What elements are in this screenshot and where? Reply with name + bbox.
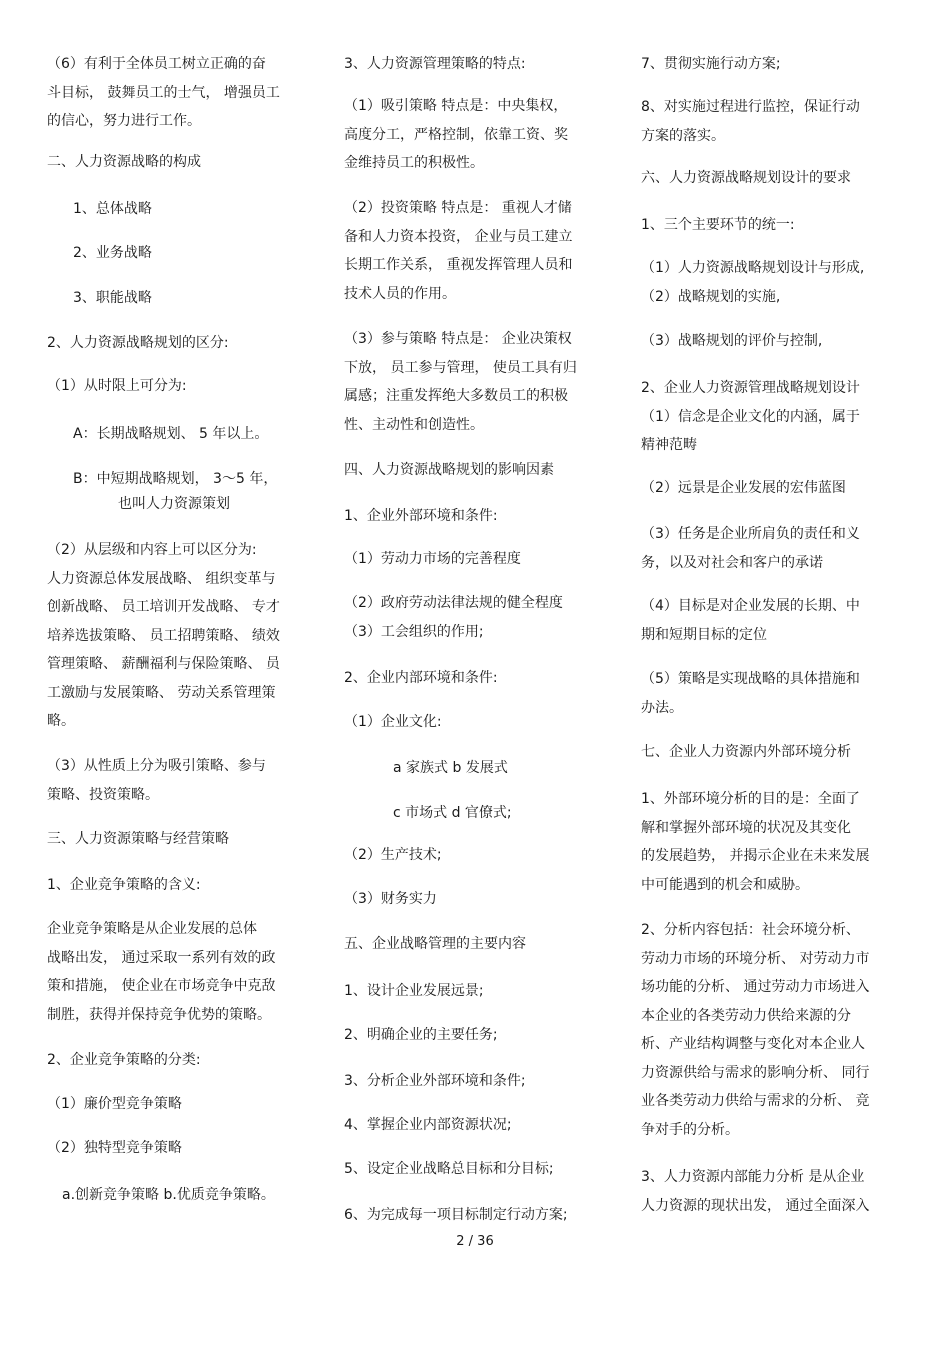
paragraph-col2 xyxy=(344,545,521,574)
text-line: 析、产业结构调整与变化对本企业人 xyxy=(641,1036,865,1052)
text-line: 斗目标， 鼓舞员工的士气， 增强员工 xyxy=(47,84,280,101)
paragraph-col1 xyxy=(47,825,229,854)
text-line: （2）政府劳动法律法规的健全程度 xyxy=(344,595,563,611)
paragraph-col1 xyxy=(47,915,275,1029)
text-line: 也叫人力资源策划 xyxy=(118,496,230,512)
paragraph-col1 xyxy=(47,1090,182,1119)
paragraph-col1 xyxy=(47,372,187,401)
text-line: 创新战略、 员工培训开发战略、 专才 xyxy=(47,599,280,615)
paragraph-col2 xyxy=(344,1067,526,1096)
text-line: 策和措施， 使企业在市场竞争中克敌 xyxy=(47,978,276,994)
text-line: 中可能遇到的机会和威胁。 xyxy=(641,876,809,893)
paragraph-col1 xyxy=(47,871,201,900)
text-line: （2）从层级和内容上可以区分为: xyxy=(47,542,257,558)
text-line: 属感；注重发挥绝大多数员工的积极 xyxy=(344,388,568,404)
paragraph-col2 xyxy=(344,1111,512,1140)
text-line: 6、为完成每一项目标制定行动方案; xyxy=(344,1207,568,1223)
text-line: 1、设计企业发展远景; xyxy=(344,983,484,999)
paragraph-col1 xyxy=(47,329,229,358)
paragraph-col3 xyxy=(641,665,860,722)
text-line: 五、企业战略管理的主要内容 xyxy=(344,936,526,952)
text-line: 3、人力资源管理策略的特点: xyxy=(344,56,526,72)
paragraph-col2 xyxy=(344,977,484,1006)
text-line: A：长期战略规划、 5 年以上。 xyxy=(73,426,269,442)
paragraph-col2 xyxy=(344,456,554,485)
paragraph-col1 xyxy=(73,195,152,224)
paragraph-col3 xyxy=(641,164,851,193)
paragraph-col3 xyxy=(641,592,860,649)
text-line: 精神范畴 xyxy=(641,437,697,453)
text-line: （1）廉价型竞争策略 xyxy=(47,1096,182,1112)
paragraph-col2 xyxy=(344,589,563,646)
text-line: 8、对实施过程进行监控，保证行动 xyxy=(641,99,860,115)
paragraph-col3 xyxy=(641,520,860,577)
paragraph-col2 xyxy=(344,1201,568,1230)
text-line: （3）从性质上分为吸引策略、参与 xyxy=(47,758,266,774)
text-line: 1、外部环境分析的目的是：全面了 xyxy=(641,791,860,807)
paragraph-col2 xyxy=(344,502,498,531)
text-line: 工激励与发展策略、 劳动关系管理策 xyxy=(47,684,276,701)
text-line: c 市场式 d 官僚式; xyxy=(393,805,512,821)
paragraph-col3 xyxy=(641,50,781,79)
text-line: （1）吸引策略 特点是：中央集权， xyxy=(344,98,568,114)
text-line: （2）战略规划的实施, xyxy=(641,288,781,305)
paragraph-col3 xyxy=(641,738,851,767)
text-line: （1）从时限上可分为: xyxy=(47,378,187,394)
text-line: 长期工作关系， 重视发挥管理人员和 xyxy=(344,257,573,273)
text-line: （3）参与策略 特点是： 企业决策权 xyxy=(344,331,572,347)
text-line: 人力资源的现状出发， 通过全面深入 xyxy=(641,1197,870,1214)
paragraph-col1 xyxy=(73,284,152,313)
text-line: a.创新竞争策略 b.优质竞争策略。 xyxy=(62,1187,275,1203)
text-line: B：中短期战略规划， 3～5 年， xyxy=(73,471,278,487)
paragraph-col2 xyxy=(344,50,526,79)
text-line: 2、明确企业的主要任务; xyxy=(344,1027,498,1043)
paragraph-col3 xyxy=(641,254,864,311)
text-line: 2、企业内部环境和条件: xyxy=(344,670,498,686)
text-line: （1）信念是企业文化的内涵，属于 xyxy=(641,408,860,425)
text-line: 六、人力资源战略规划设计的要求 xyxy=(641,170,851,186)
text-line: 本企业的各类劳动力供给来源的分 xyxy=(641,1007,851,1024)
text-line: 性、主动性和创造性。 xyxy=(344,416,484,433)
text-line: 业各类劳动力供给与需求的分析、 竞 xyxy=(641,1093,870,1109)
paragraph-col2 xyxy=(344,325,577,439)
paragraph-col1 xyxy=(47,752,266,809)
text-line: 2、分析内容包括：社会环境分析、 xyxy=(641,922,860,938)
paragraph-col2 xyxy=(344,841,442,870)
paragraph-col2 xyxy=(344,1021,498,1050)
text-line: 解和掌握外部环境的状况及其变化 xyxy=(641,819,851,836)
text-line: 5、设定企业战略总目标和分目标; xyxy=(344,1161,554,1177)
paragraph-col1 xyxy=(47,1134,182,1163)
text-line: 培养选拔策略、 员工招聘策略、 绩效 xyxy=(47,627,280,644)
text-line: （6）有利于全体员工树立正确的奋 xyxy=(47,56,266,72)
text-line: 下放， 员工参与管理， 使员工具有归 xyxy=(344,359,577,376)
text-line: 战略出发， 通过采取一系列有效的政 xyxy=(47,949,276,966)
text-line: 管理策略、 薪酬福利与保险策略、 员 xyxy=(47,656,280,672)
text-line: （3）工会组织的作用; xyxy=(344,623,484,640)
text-line: （1）人力资源战略规划设计与形成, xyxy=(641,260,865,276)
text-line: 2、业务战略 xyxy=(73,245,152,261)
text-line: 策略、投资策略。 xyxy=(47,786,159,803)
text-line: 七、企业人力资源内外部环境分析 xyxy=(641,744,851,760)
text-line: 人力资源总体发展战略、 组织变革与 xyxy=(47,570,276,587)
text-line: 期和短期目标的定位 xyxy=(641,626,767,643)
text-line: 的发展趋势， 并揭示企业在未来发展 xyxy=(641,848,870,864)
text-line: 三、人力资源策略与经营策略 xyxy=(47,831,229,847)
paragraph-col3 xyxy=(641,785,869,899)
text-line: 二、人力资源战略的构成 xyxy=(47,154,201,170)
paragraph-col2 xyxy=(393,754,508,783)
paragraph-col2 xyxy=(344,708,442,737)
text-line: 办法。 xyxy=(641,699,683,716)
text-line: 4、掌握企业内部资源状况; xyxy=(344,1117,512,1133)
text-line: 1、企业外部环境和条件: xyxy=(344,508,498,524)
text-line: 3、职能战略 xyxy=(73,290,152,306)
text-line: 方案的落实。 xyxy=(641,127,725,144)
text-line: 劳动力市场的环境分析、 对劳动力市 xyxy=(641,950,870,967)
page-number: 2 / 36 xyxy=(456,1234,494,1249)
text-line: 略。 xyxy=(47,713,75,729)
paragraph-col2 xyxy=(344,1155,554,1184)
text-line: 2、企业人力资源管理战略规划设计 xyxy=(641,380,860,396)
text-line: 争对手的分析。 xyxy=(641,1121,739,1138)
text-line: 备和人力资本投资， 企业与员工建立 xyxy=(344,228,573,245)
paragraph-col2 xyxy=(393,799,512,828)
paragraph-col3 xyxy=(641,474,846,503)
paragraph-col1 xyxy=(118,490,230,519)
paragraph-col1 xyxy=(47,1046,201,1075)
paragraph-col2 xyxy=(344,930,526,959)
text-line: （1）劳动力市场的完善程度 xyxy=(344,551,521,567)
text-line: 7、贯彻实施行动方案; xyxy=(641,56,781,72)
text-line: （2）投资策略 特点是： 重视人才储 xyxy=(344,200,572,216)
text-line: （1）企业文化: xyxy=(344,714,442,730)
paragraph-col2 xyxy=(344,664,498,693)
paragraph-col2 xyxy=(344,194,572,308)
paragraph-col3 xyxy=(641,93,860,150)
text-line: 技术人员的作用。 xyxy=(344,285,456,302)
text-line: 制胜，获得并保持竞争优势的策略。 xyxy=(47,1006,271,1023)
text-line: 2、人力资源战略规划的区分: xyxy=(47,335,229,351)
paragraph-col2 xyxy=(344,92,568,178)
paragraph-col3 xyxy=(641,374,860,460)
paragraph-col1 xyxy=(62,1181,275,1210)
paragraph-col3 xyxy=(641,916,869,1144)
text-line: 企业竞争策略是从企业发展的总体 xyxy=(47,921,257,937)
text-line: （4）目标是对企业发展的长期、中 xyxy=(641,598,860,614)
text-line: （3）战略规划的评价与控制, xyxy=(641,333,823,349)
text-line: 场功能的分析、 通过劳动力市场进入 xyxy=(641,979,870,995)
text-line: 3、人力资源内部能力分析 是从企业 xyxy=(641,1169,865,1185)
text-line: 3、分析企业外部环境和条件; xyxy=(344,1073,526,1089)
text-line: 务，以及对社会和客户的承诺 xyxy=(641,554,823,571)
paragraph-col3 xyxy=(641,327,822,356)
text-line: （2）远景是企业发展的宏伟蓝图 xyxy=(641,480,846,496)
text-line: a 家族式 b 发展式 xyxy=(393,760,508,776)
text-line: 四、人力资源战略规划的影响因素 xyxy=(344,462,554,478)
text-line: 金维持员工的积极性。 xyxy=(344,155,484,171)
paragraph-col2 xyxy=(344,885,437,914)
paragraph-col1 xyxy=(73,239,152,268)
text-line: （2）生产技术; xyxy=(344,847,442,863)
text-line: 高度分工，严格控制，依靠工资、奖 xyxy=(344,126,568,143)
paragraph-col1 xyxy=(47,148,201,177)
text-line: 2、企业竞争策略的分类: xyxy=(47,1052,201,1068)
text-line: 1、三个主要环节的统一: xyxy=(641,217,795,233)
text-line: 1、总体战略 xyxy=(73,201,152,217)
text-line: （5）策略是实现战略的具体措施和 xyxy=(641,671,860,687)
paragraph-col1 xyxy=(47,536,280,736)
text-line: 力资源供给与需求的影响分析、 同行 xyxy=(641,1064,870,1081)
text-line: 的信心，努力进行工作。 xyxy=(47,113,201,129)
paragraph-col1 xyxy=(73,420,268,449)
paragraph-col1 xyxy=(47,50,280,136)
text-line: 1、企业竞争策略的含义: xyxy=(47,877,201,893)
text-line: （3）财务实力 xyxy=(344,891,437,907)
text-line: （2）独特型竞争策略 xyxy=(47,1140,182,1156)
text-line: （3）任务是企业所肩负的责任和义 xyxy=(641,526,860,542)
paragraph-col3 xyxy=(641,211,795,240)
paragraph-col3 xyxy=(641,1163,869,1220)
